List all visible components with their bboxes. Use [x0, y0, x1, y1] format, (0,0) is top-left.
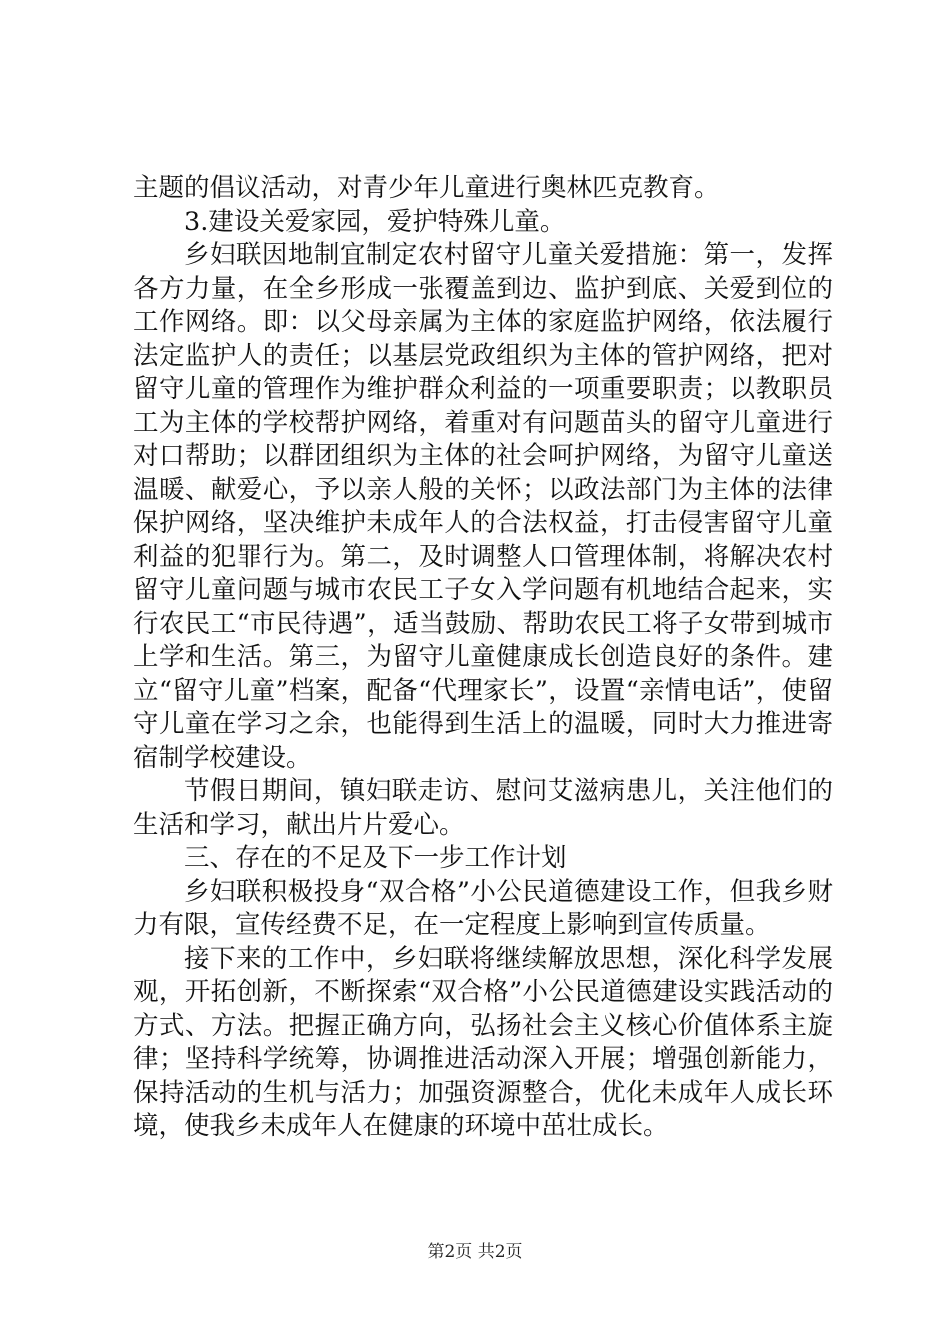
paragraph-1: 主题的倡议活动，对青少年儿童进行奥林匹克教育。 [133, 173, 720, 203]
document-body [133, 172, 833, 1144]
page-footer: 第2页 共2页 [427, 1242, 523, 1262]
paragraph-7: 接下来的工作中，乡妇联将继续解放思想，深化科学发展观，开拓创新，不断探索“双合格”小公民道德建设实践活动的方式、方法。把握正确方向，弘扬社会主义核心价值体系主旋律；坚持科学统筹，协调推进活动深入开展；增强创新能力，保持活动的生机与活力；加强资源整合，优化未成年人成长环境，使我乡未成年人在健康的环境中茁壮成长。 [133, 943, 833, 1141]
paragraph-2-heading: 3.建设关爱家园，爱护特殊儿童。 [184, 206, 566, 237]
section-heading: 三、存在的不足及下一步工作计划 [184, 843, 567, 873]
paragraph-3: 乡妇联因地制宜制定农村留守儿童关爱措施：第一，发挥各方力量，在全乡形成一张覆盖到边、监护到底、关爱到位的工作网络。即：以父母亲属为主体的家庭监护网络，依法履行法定监护人的责任；以基层党政组织为主体的管护网络，把对留守儿童的管理作为维护群众利益的一项重要职责；以教职员工为主体的学校帮护网络，着重对有问题苗头的留守儿童进行对口帮助；以群团组织为主体的社会呵护网络，为留守儿童送温暖、献爱心，予以亲人般的关怀；以政法部门为主体的法律保护网络，坚决维护未成年人的合法权益，打击侵害留守儿童利益的犯罪行为。第二，及时调整人口管理体制，将解决农村留守儿童问题与城市农民工子女入学问题有机地结合起来，实行农民工“市民待遇”，适当鼓励、帮助农民工将子女带到城市上学和生活。第三，为留守儿童健康成长创造良好的条件。建立“留守儿童”档案，配备“代理家长”，设置“亲情电话”，使留守儿童在学习之余，也能得到生活上的温暖，同时大力推进寄宿制学校建设。 [133, 240, 833, 773]
paragraph-6: 乡妇联积极投身“双合格”小公民道德建设工作，但我乡财力有限，宣传经费不足，在一定程度上影响到宣传质量。 [133, 876, 833, 940]
paragraph-4: 节假日期间，镇妇联走访、慰问艾滋病患儿，关注他们的生活和学习，献出片片爱心。 [133, 776, 833, 840]
